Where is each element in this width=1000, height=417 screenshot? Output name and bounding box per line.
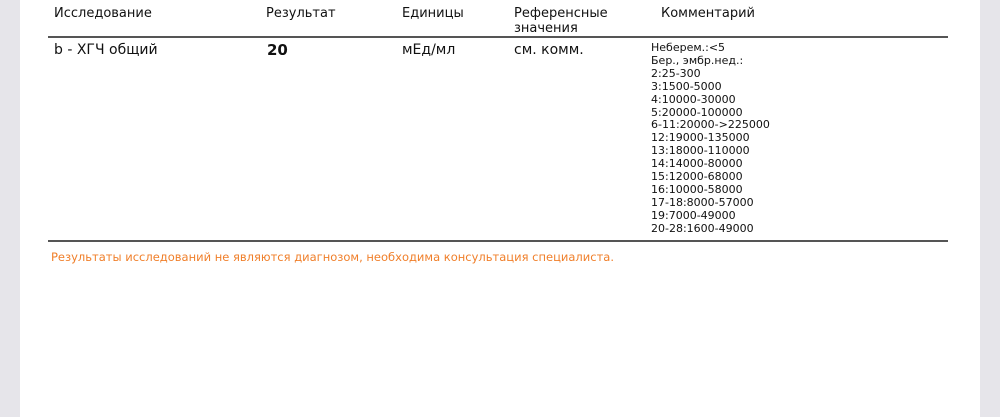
comment-line: 20-28:1600-49000	[651, 221, 754, 235]
comment-line: Неберем.:<5	[651, 41, 726, 54]
comment-line: Бер., эмбр.нед.:	[651, 53, 744, 67]
cell-test: b - ХГЧ общий	[54, 42, 158, 58]
cell-units: мЕд/мл	[402, 42, 456, 58]
comment-line: 13:18000-110000	[651, 144, 750, 158]
report-page	[20, 0, 980, 417]
header-reference: Референсные значения	[514, 6, 608, 36]
comment-line: 2:25-300	[651, 66, 701, 80]
comment-line: 4:10000-30000	[651, 92, 736, 106]
comment-line: 16:10000-58000	[651, 182, 743, 196]
table-bottom-divider	[48, 240, 948, 242]
header-comment: Комментарий	[661, 6, 755, 21]
cell-reference: см. комм.	[514, 42, 584, 58]
comment-line: 3:1500-5000	[651, 79, 722, 93]
header-result: Результат	[266, 6, 336, 21]
comment-line: 14:14000-80000	[651, 157, 743, 171]
comment-line: 17-18:8000-57000	[651, 195, 754, 209]
header-divider	[48, 36, 948, 38]
cell-result: 20	[267, 41, 288, 59]
disclaimer-text: Результаты исследований не являются диагнозом, необходима консультация специалиста.	[51, 250, 614, 264]
cell-comment	[651, 42, 770, 236]
header-test: Исследование	[54, 6, 152, 21]
header-units: Единицы	[402, 6, 464, 21]
comment-line: 15:12000-68000	[651, 170, 743, 184]
comment-line: 6-11:20000->225000	[651, 118, 770, 132]
comment-line: 19:7000-49000	[651, 208, 736, 222]
comment-line: 12:19000-135000	[651, 131, 750, 145]
comment-line: 5:20000-100000	[651, 105, 743, 119]
